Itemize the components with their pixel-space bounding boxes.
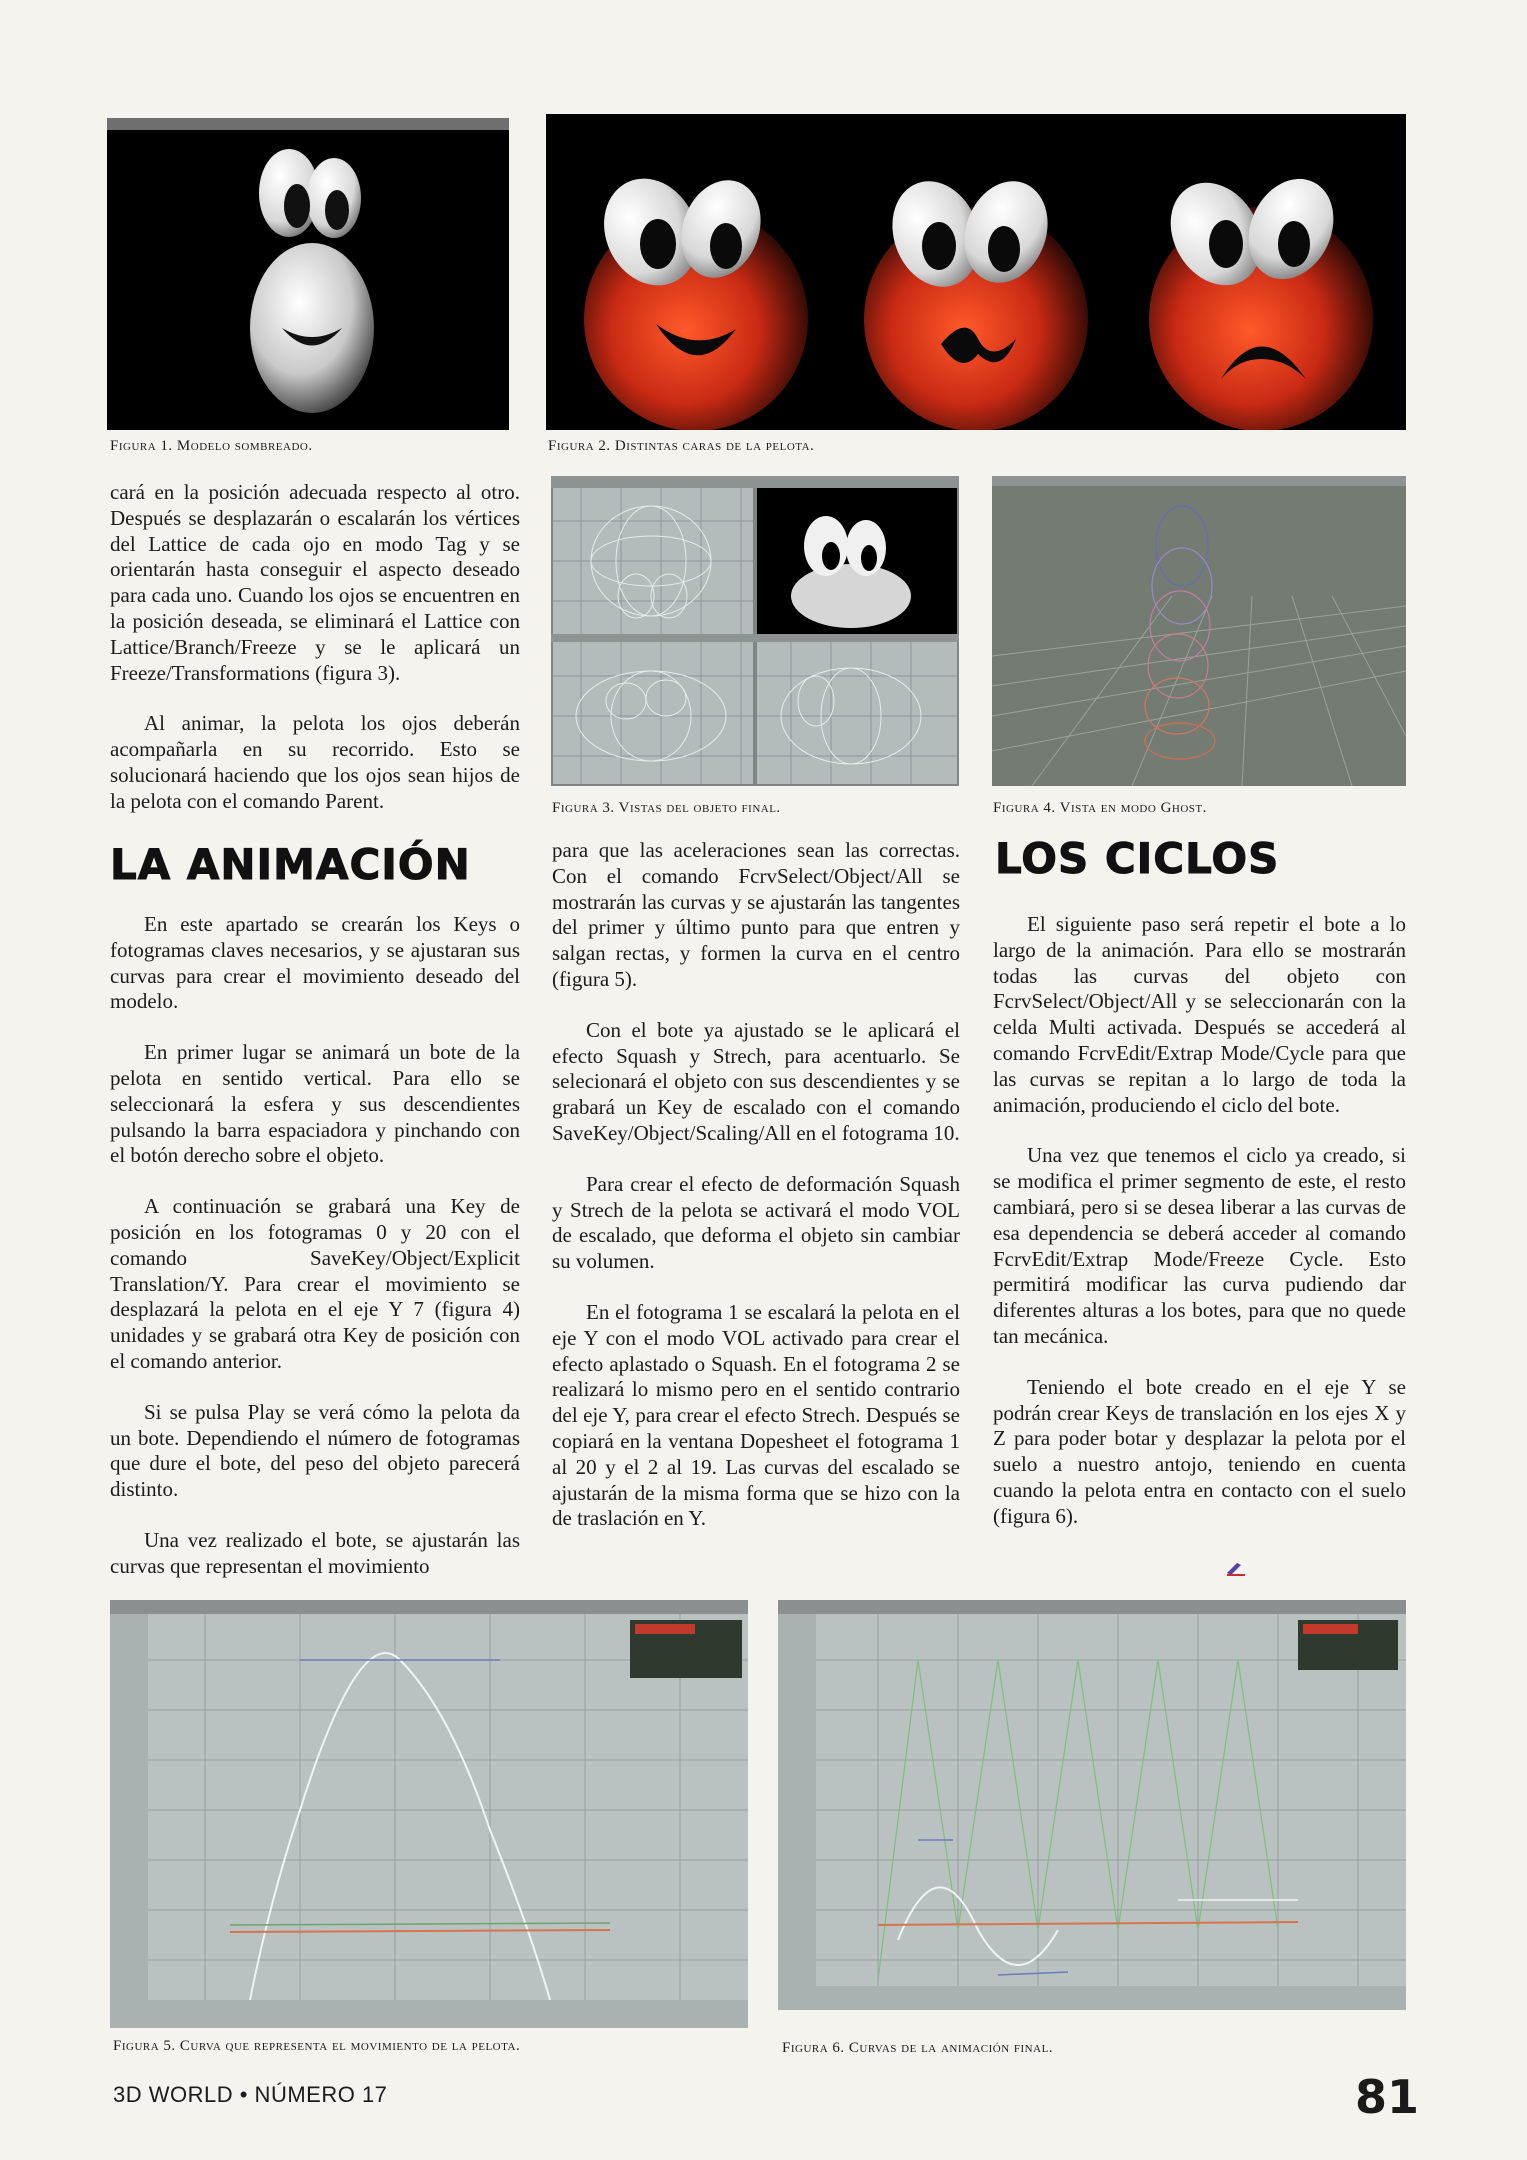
- paragraph: Con el bote ya ajustado se le aplicará el efecto Squash y Strech, para acentuarlo. Se selecionará el objeto con sus descendientes y se grabará un Key de escalado con el comando SaveKey/Object/Scaling/All en el fotograma 10.: [552, 1017, 960, 1145]
- paragraph: Una vez realizado el bote, se ajustarán las curvas que representan el movimiento: [110, 1527, 520, 1578]
- page-number: 81: [1355, 2070, 1420, 2124]
- paragraph: Teniendo el bote creado en el eje Y se podrán crear Keys de translación en los ejes X y Z para poder botar y desplazar la pelota por el suelo a nuestro antojo, teniendo en cuenta cuando la pelota entra en contacto con el suelo (figura 6).: [993, 1374, 1406, 1528]
- figure-2-caption: Figura 2. Distintas caras de la pelota.: [548, 438, 815, 454]
- paragraph: cará en la posición adecuada respecto al otro. Después se desplazarán o escalarán los vértices del Lattice de cada ojo en modo Tag y se orientarán hasta conseguir el aspecto deseado para cada uno. Cuando los ojos se encuentren en la posición deseada, se eliminará el Lattice con Lattice/Branch/Freeze y se le aplicará un Freeze/Transformations (figura 3).: [110, 480, 520, 685]
- column-1-top: [110, 480, 520, 840]
- figure-2-image: [546, 114, 1406, 430]
- figure-5-image: [110, 1600, 748, 2028]
- figure-6-caption: Figura 6. Curvas de la animación final.: [782, 2040, 1054, 2056]
- paragraph: Al animar, la pelota los ojos deberán acompañarla en su recorrido. Esto se solucionará haciendo que los ojos sean hijos de la pelota con el comando Parent.: [110, 711, 520, 813]
- figure-4-caption: Figura 4. Vista en modo Ghost.: [993, 800, 1207, 816]
- paragraph: A continuación se grabará una Key de posición en los fotogramas 0 y 20 con el comando SaveKey/Object/Explicit Translation/Y. Para crear el movimiento se desplazará la pelota en el eje Y 7 (figura 4) unidades y se grabará otra Key de posición con el comando anterior.: [110, 1194, 520, 1373]
- paragraph: El siguiente paso será repetir el bote a lo largo de la animación. Para ello se mostrarán todas las curvas del objeto con FcrvSelect/Object/All y se seleccionarán con la celda Multi activada. Después se accederá al comando FcrvEdit/Extrap Mode/Cycle para que las curvas se repitan a lo largo de toda la animación, produciendo el ciclo del bote.: [993, 912, 1406, 1117]
- column-2: [552, 838, 960, 1557]
- column-1-bottom: [110, 912, 520, 1605]
- paragraph: Para crear el efecto de deformación Squash y Strech de la pelota se activará el modo VOL de escalado, que deforma el objeto sin cambiar su volumen.: [552, 1171, 960, 1274]
- paragraph: En este apartado se crearán los Keys o fotogramas claves necesarios, y se ajustaran sus curvas para crear el movimiento deseado del modelo.: [110, 912, 520, 1014]
- figure-1-image: [107, 118, 509, 430]
- figure-4-image: [992, 476, 1406, 786]
- footer-publication: 3D WORLD • NÚMERO 17: [113, 2082, 388, 2107]
- figure-1-caption: Figura 1. Modelo sombreado.: [110, 438, 313, 454]
- heading-los-ciclos: LOS CICLOS: [995, 834, 1280, 883]
- figure-3-image: [551, 476, 959, 786]
- paragraph: En primer lugar se animará un bote de la pelota en sentido vertical. Para ello se seleccionará la esfera y sus descendientes pulsando la barra espaciadora y pinchando con el botón derecho sobre el objeto.: [110, 1040, 520, 1168]
- paragraph: En el fotograma 1 se escalará la pelota en el eje Y con el modo VOL activado para crear el efecto aplastado o Squash. En el fotograma 2 se realizará lo mismo pero en el sentido contrario del eje Y, para crear el efecto Strech. Después se copiará en la ventana Dopesheet el fotograma 1 al 20 y el 2 al 19. Las curvas del escalado se ajustarán de la misma forma que se hizo con la de traslación en Y.: [552, 1299, 960, 1531]
- paragraph: Si se pulsa Play se verá cómo la pelota da un bote. Dependiendo el número de fotogramas que dure el bote, del peso del objeto parecerá distinto.: [110, 1399, 520, 1502]
- paragraph: Una vez que tenemos el ciclo ya creado, si se modifica el primer segmento de este, el resto cambiará, pero si se desea liberar a las curvas de esa dependencia se deberá acceder al comando FcrvEdit/Extrap Mode/Freeze Cycle. Esto permitirá modificar las curva pudiendo dar diferentes alturas a los botes, para que no quede tan mecánica.: [993, 1143, 1406, 1348]
- paragraph: para que las aceleraciones sean las correctas. Con el comando FcrvSelect/Object/All se mostrarán las curvas y se ajustarán las tangentes del primer y último punto para que entren y salgan rectas, y formen la curva en el centro (figura 5).: [552, 838, 960, 991]
- heading-la-animacion: LA ANIMACIÓN: [110, 840, 471, 889]
- pencil-end-icon: [1225, 1560, 1247, 1576]
- figure-3-caption: Figura 3. Vistas del objeto final.: [552, 800, 781, 816]
- figure-6-image: [778, 1600, 1406, 2010]
- figure-5-caption: Figura 5. Curva que representa el movimiento de la pelota.: [113, 2038, 521, 2054]
- column-3: [993, 912, 1406, 1555]
